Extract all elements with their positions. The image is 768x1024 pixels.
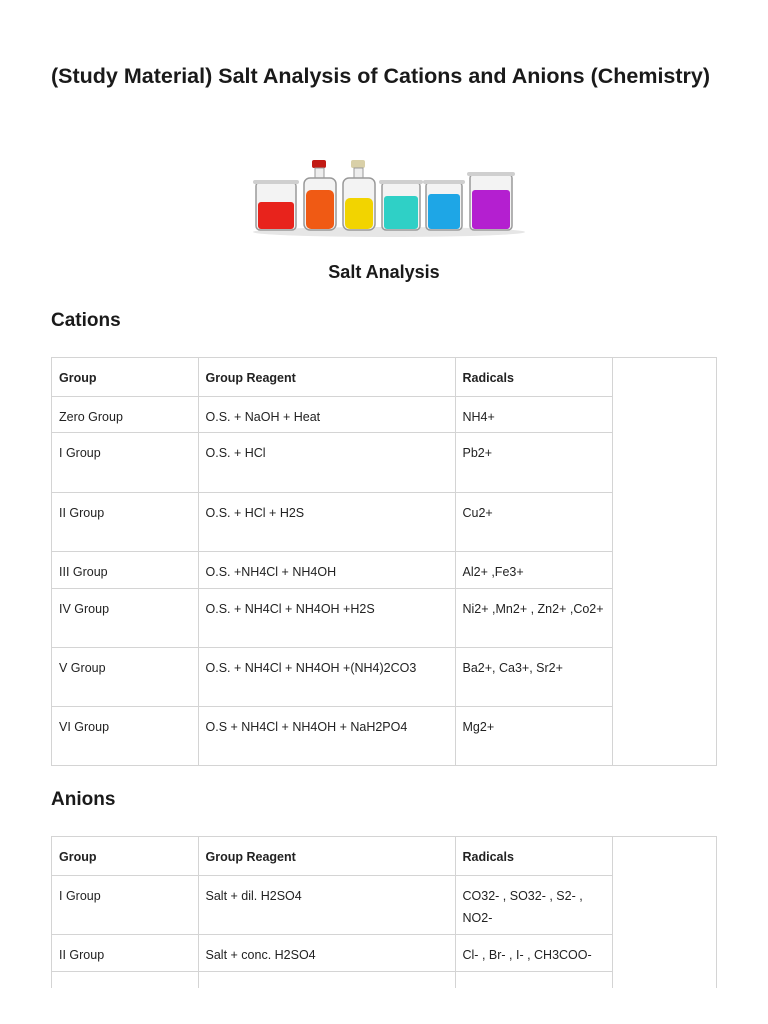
group-cell: V Group: [52, 647, 198, 706]
table-row: [52, 588, 612, 647]
reagent-cell: O.S. + HCl + H2S: [198, 492, 455, 551]
reagent-cell: O.S. + NH4Cl + NH4OH +H2S: [198, 588, 455, 647]
reagent-cell: Salt + conc. H2SO4: [198, 934, 455, 971]
purple-beaker: [467, 172, 515, 230]
radicals-cell: Cl- , Br- , I- , CH3COO-: [455, 934, 612, 971]
reagent-cell: O.S. + HCl: [198, 432, 455, 492]
group-cell: I Group: [52, 432, 198, 492]
header-radicals: Radicals: [455, 837, 612, 875]
group-cell: II Group: [52, 934, 198, 971]
cyan-beaker: [379, 180, 423, 230]
reagent-cell: Salt + dil. H2SO4: [198, 875, 455, 934]
reagent-cell: [198, 971, 455, 988]
radicals-cell: Al2+ ,Fe3+: [455, 551, 612, 588]
table-row: [52, 396, 612, 432]
anions-table: [51, 836, 717, 988]
cations-heading: Cations: [51, 310, 121, 331]
section-subtitle: Salt Analysis: [328, 262, 440, 282]
group-cell: III Group: [52, 551, 198, 588]
orange-bottle: [304, 160, 336, 230]
table-row: [52, 706, 612, 766]
table-header-row: [52, 358, 612, 396]
radicals-cell: CO32- , SO32- , S2- , NO2-: [455, 875, 612, 934]
header-group: Group: [52, 358, 198, 396]
header-radicals: Radicals: [455, 358, 612, 396]
reagent-cell: O.S. +NH4Cl + NH4OH: [198, 551, 455, 588]
table-row: [52, 875, 612, 934]
beakers-illustration: [248, 152, 530, 240]
header-group-reagent: Group Reagent: [198, 837, 455, 875]
page-title: (Study Material) Salt Analysis of Cations and Anions (Chemistry): [51, 64, 711, 88]
table-row: [52, 432, 612, 492]
cations-table: [51, 357, 717, 766]
table-row: [52, 551, 612, 588]
blue-beaker: [423, 180, 465, 230]
reagent-cell: O.S + NH4Cl + NH4OH + NaH2PO4: [198, 706, 455, 766]
table-header-row: [52, 837, 612, 875]
radicals-cell: Pb2+: [455, 432, 612, 492]
reagent-cell: O.S. + NaOH + Heat: [198, 396, 455, 432]
group-cell: VI Group: [52, 706, 198, 766]
table-row: [52, 492, 612, 551]
radicals-cell: Ba2+, Ca3+, Sr2+: [455, 647, 612, 706]
radicals-cell: Cu2+: [455, 492, 612, 551]
red-beaker: [253, 180, 299, 230]
table-row: [52, 971, 612, 988]
group-cell: IV Group: [52, 588, 198, 647]
radicals-cell: NH4+: [455, 396, 612, 432]
reagent-cell: O.S. + NH4Cl + NH4OH +(NH4)2CO3: [198, 647, 455, 706]
group-cell: I Group: [52, 875, 198, 934]
header-group-reagent: Group Reagent: [198, 358, 455, 396]
radicals-cell: Mg2+: [455, 706, 612, 766]
header-group: Group: [52, 837, 198, 875]
group-cell: II Group: [52, 492, 198, 551]
table-row: [52, 934, 612, 971]
group-cell: [52, 971, 198, 988]
table-row: [52, 647, 612, 706]
radicals-cell: [455, 971, 612, 988]
anions-heading: Anions: [51, 789, 116, 810]
group-cell: Zero Group: [52, 396, 198, 432]
radicals-cell: Ni2+ ,Mn2+ , Zn2+ ,Co2+: [455, 588, 612, 647]
yellow-bottle: [343, 160, 375, 230]
